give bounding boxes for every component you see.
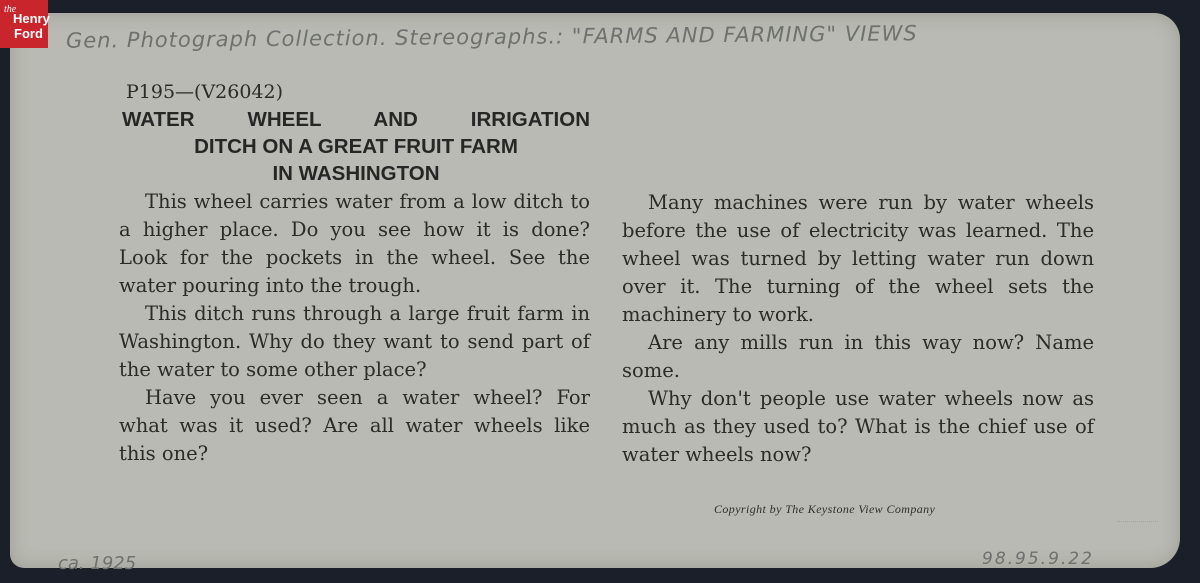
copyright-notice: Copyright by The Keystone View Company [714,502,936,516]
faint-pencil-mark [1118,513,1158,522]
right-text-column [622,189,1094,469]
left-text-column [119,188,590,468]
handwritten-date: ca. 1925 [58,553,137,574]
handwritten-collection-note: Gen. Photograph Collection. Stereographs.: "FARMS AND FARMING" VIEWS [65,21,918,53]
title-line: IN WASHINGTON [272,162,440,185]
henry-ford-logo [0,0,48,48]
logo-text-the: the [4,4,17,15]
paragraph: Many machines were run by water wheels before the use of electricity was learned. The wheel was turned by letting water run down over it. The turning of the wheel sets the machinery to work. [622,191,1094,326]
title-line: WATER WHEEL AND IRRIGATION [122,108,590,131]
paragraph: Have you ever seen a water wheel? For what was it used? Are all water wheels like this one? [119,386,590,465]
paragraph: This ditch runs through a large fruit farm in Washington. Why do they want to send part of the water to some other place? [119,302,590,381]
catalog-reference: P195—(V26042) [126,81,284,103]
paragraph: Why don't people use water wheels now as much as they used to? What is the chief use of water wheels now? [622,387,1094,466]
logo-text-henry: Henry [13,11,50,26]
card-title [122,106,590,187]
handwritten-accession-number: 98.95.9.22 [982,549,1094,569]
paragraph: Are any mills run in this way now? Name some. [622,331,1094,382]
logo-text-ford: Ford [14,26,43,41]
paragraph: This wheel carries water from a low ditch to a higher place. Do you see how it is done? Look for the pockets in the wheel. See the water pouring into the trough. [119,190,590,297]
title-line: DITCH ON A GREAT FRUIT FARM [194,135,518,158]
stereograph-card [10,13,1180,574]
